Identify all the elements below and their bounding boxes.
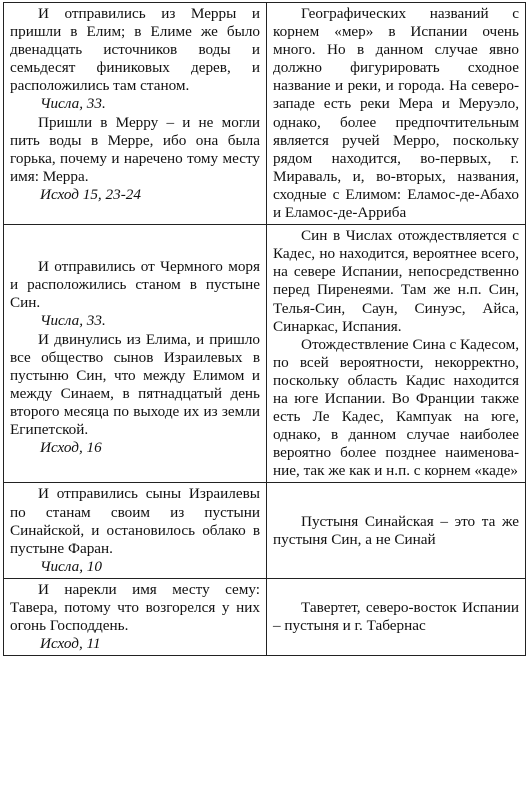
commentary-text: Пустыня Синайская – это та же пустыня Син, а не Синай [273, 512, 519, 548]
scripture-cell [4, 3, 267, 225]
table-row [4, 3, 526, 225]
commentary-text: Тавертет, северо-восток Испании – пустыня и г. Табернас [273, 599, 519, 635]
table-row [4, 225, 526, 483]
scripture-cell [4, 483, 267, 578]
commentary-cell [267, 225, 526, 483]
scripture-reference: Числа, 33. [40, 312, 106, 330]
scripture-reference: Исход, 16 [40, 439, 102, 457]
scripture-reference: Числа, 10 [40, 557, 102, 575]
commentary-cell [267, 578, 526, 655]
scripture-cell [4, 225, 267, 483]
table-row [4, 483, 526, 578]
scripture-text: Пришли в Мерру – и не могли пить воды в Мерре, ибо она была горька, почему и наречено тому месту имя: Мерра. [10, 113, 260, 185]
scripture-cell [4, 578, 267, 655]
scripture-text: И нарекли имя месту сему: Тавера, потому что возгорелся у них огонь Господдень. [10, 580, 260, 635]
scripture-reference: Исход 15, 23-24 [40, 185, 141, 203]
commentary-text: Син в Числах отождествляется с Кадес, но находится, вероятнее всего, на севере Испании, непосредственно перед Пиренеями. Там же н.п. Син, Телья-Син, Саун, Синуэс, Айса, Синаркас, Испания. [273, 227, 519, 335]
scripture-reference: Исход, 11 [40, 635, 101, 653]
comparison-table [3, 2, 526, 656]
table-row [4, 578, 526, 655]
scripture-text: И отправились из Мерры и пришли в Елим; в Елиме же было двенадцать источников воды и семьдесят финиковых дерев, и расположились там станом. [10, 5, 260, 95]
commentary-cell [267, 483, 526, 578]
scripture-reference: Числа, 33. [40, 95, 106, 113]
commentary-text: Географических названий с корнем «мер» в Испании очень много. Но в данном случае явно должно фигурировать сходное название и реки, и города. На северо-западе есть реки Мера и Меруэло, однако, более предпочтительным является ручей Мерро, поскольку рядом находится, во-первых, г. Мираваль, и, во-вторых, названия, сходные с Елимом: Еламос-де-Абахо и Еламос-де-Арриба [273, 5, 519, 222]
scripture-text: И двинулись из Елима, и пришло все общество сынов Израилевых в пустыню Син, что между Елимом и между Синаем, в пятнадцатый день второго месяца по выходе их из земли Египетской. [10, 330, 260, 438]
scripture-text: И отправились сыны Израилевы по станам своим из пустыни Синайской, и остановилось облако в пустыне Фаран. [10, 485, 260, 557]
commentary-cell [267, 3, 526, 225]
commentary-text: Отождествление Сина с Кадесом, по всей вероятности, некорректно, поскольку область Кадис находится на юге Испании. Во Франции также есть Ле Кадес, Кампуак на юге, однако, в данном случае наиболее вероятно более позднее наименование, так же как и н.п. с корнем «каде» [273, 335, 519, 480]
scripture-text: И отправились от Чермного моря и расположились станом в пустыне Син. [10, 258, 260, 312]
